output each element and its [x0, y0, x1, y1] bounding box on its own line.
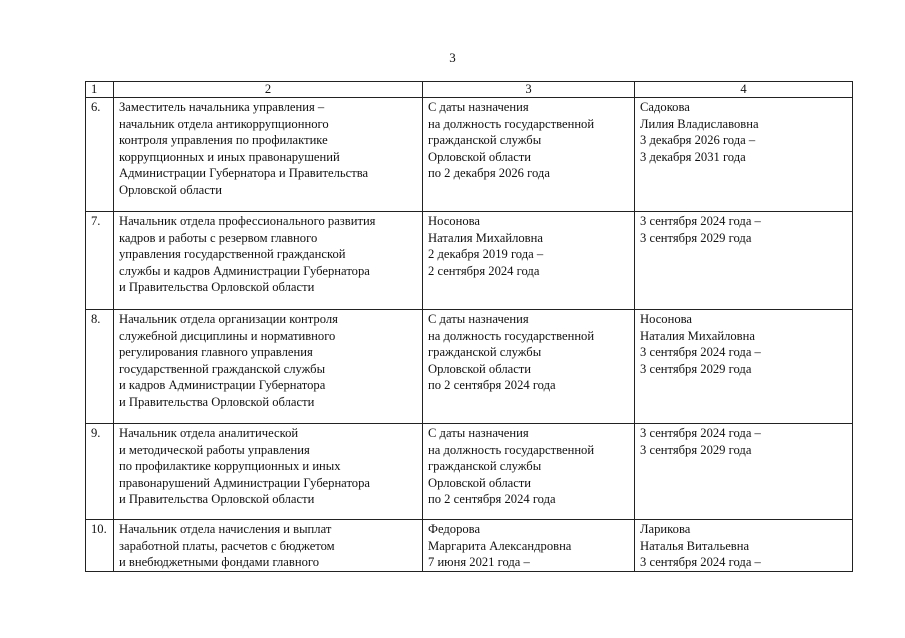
position-line: регулирования главного управления	[119, 345, 313, 360]
next-term-cell	[635, 520, 853, 572]
position-line: Начальник отдела аналитической	[119, 426, 299, 440]
current-line: Орловской области	[428, 149, 532, 164]
position-line: государственной гражданской службы	[119, 361, 326, 376]
position-line: Администрации Губернатора и Правительства	[119, 166, 369, 181]
current-line: Маргарита Александровна	[428, 538, 572, 553]
current-line: 7 июня 2021 года –	[428, 555, 530, 570]
next-term-cell	[635, 424, 853, 520]
current-line: С даты назначения	[428, 312, 529, 326]
current-line: на должность государственной	[428, 328, 595, 343]
next-line: 3 сентября 2024 года –	[640, 426, 761, 440]
current-line: Орловской области	[428, 361, 532, 376]
position-line: и Правительства Орловской области	[119, 492, 315, 507]
position-line: начальник отдела антикоррупционного	[119, 116, 329, 131]
position-cell	[114, 424, 423, 520]
current-line: гражданской службы	[428, 459, 542, 474]
table-row	[86, 212, 853, 310]
header-cell-4: 4	[635, 82, 853, 98]
next-term-cell	[635, 310, 853, 424]
next-line: 3 сентября 2029 года	[640, 361, 752, 376]
table-header-row	[86, 82, 853, 98]
current-line: 2 сентября 2024 года	[428, 263, 540, 278]
position-line: и внебюджетными фондами главного	[119, 555, 320, 570]
next-line: Ларикова	[640, 522, 691, 536]
current-line: С даты назначения	[428, 426, 529, 440]
row-number: 6.	[86, 98, 114, 212]
next-line: Носонова	[640, 312, 692, 326]
header-cell-1: 1	[86, 82, 114, 98]
next-term-cell	[635, 98, 853, 212]
position-line: кадров и работы с резервом главного	[119, 230, 318, 245]
next-line: Лилия Владиславовна	[640, 116, 759, 131]
current-line: 2 декабря 2019 года –	[428, 247, 544, 262]
position-line: служебной дисциплины и нормативного	[119, 328, 336, 343]
position-line: и методической работы управления	[119, 442, 310, 457]
position-line: и Правительства Орловской области	[119, 394, 315, 409]
current-line: по 2 декабря 2026 года	[428, 166, 550, 181]
header-cell-2: 2	[114, 82, 423, 98]
current-holder-cell	[423, 520, 635, 572]
current-holder-cell	[423, 424, 635, 520]
next-term-cell	[635, 212, 853, 310]
current-line: Носонова	[428, 214, 480, 228]
position-line: Начальник отдела начисления и выплат	[119, 522, 332, 536]
next-line: 3 сентября 2029 года	[640, 230, 752, 245]
row-number: 8.	[86, 310, 114, 424]
position-line: правонарушений Администрации Губернатора	[119, 475, 370, 490]
position-line: Заместитель начальника управления –	[119, 100, 325, 114]
appointments-table	[85, 81, 853, 572]
current-line: Федорова	[428, 522, 481, 536]
current-line: на должность государственной	[428, 116, 595, 131]
current-line: гражданской службы	[428, 345, 542, 360]
row-number: 7.	[86, 212, 114, 310]
current-line: гражданской службы	[428, 133, 542, 148]
position-cell	[114, 212, 423, 310]
current-line: Орловской области	[428, 475, 532, 490]
table-row	[86, 310, 853, 424]
page-number: 3	[449, 50, 456, 65]
next-line: Наталья Витальевна	[640, 538, 750, 553]
next-line: Наталия Михайловна	[640, 328, 755, 343]
current-line: по 2 сентября 2024 года	[428, 378, 556, 393]
position-line: Начальник отдела профессионального развития	[119, 214, 376, 228]
current-line: Наталия Михайловна	[428, 230, 543, 245]
header-cell-3: 3	[423, 82, 635, 98]
position-line: Орловской области	[119, 182, 223, 197]
current-holder-cell	[423, 212, 635, 310]
current-line: по 2 сентября 2024 года	[428, 492, 556, 507]
position-line: и Правительства Орловской области	[119, 280, 315, 295]
table-row	[86, 424, 853, 520]
next-line: 3 сентября 2024 года –	[640, 345, 761, 360]
table-row	[86, 520, 853, 572]
position-line: службы и кадров Администрации Губернатора	[119, 263, 370, 278]
current-holder-cell	[423, 98, 635, 212]
position-line: и кадров Администрации Губернатора	[119, 378, 326, 393]
position-line: коррупционных и иных правонарушений	[119, 149, 340, 164]
next-line: 3 декабря 2031 года	[640, 149, 746, 164]
table-row	[86, 98, 853, 212]
position-line: управления государственной гражданской	[119, 247, 346, 262]
next-line: 3 декабря 2026 года –	[640, 133, 756, 148]
position-line: контроля управления по профилактике	[119, 133, 328, 148]
next-line: 3 сентября 2024 года –	[640, 214, 761, 228]
position-line: Начальник отдела организации контроля	[119, 312, 338, 326]
position-cell	[114, 310, 423, 424]
position-cell	[114, 520, 423, 572]
position-cell	[114, 98, 423, 212]
current-line: С даты назначения	[428, 100, 529, 114]
current-holder-cell	[423, 310, 635, 424]
position-line: по профилактике коррупционных и иных	[119, 459, 341, 474]
row-number: 9.	[86, 424, 114, 520]
next-line: 3 сентября 2024 года –	[640, 555, 761, 570]
current-line: на должность государственной	[428, 442, 595, 457]
next-line: Садокова	[640, 100, 690, 114]
row-number: 10.	[86, 520, 114, 572]
next-line: 3 сентября 2029 года	[640, 442, 752, 457]
position-line: заработной платы, расчетов с бюджетом	[119, 538, 335, 553]
